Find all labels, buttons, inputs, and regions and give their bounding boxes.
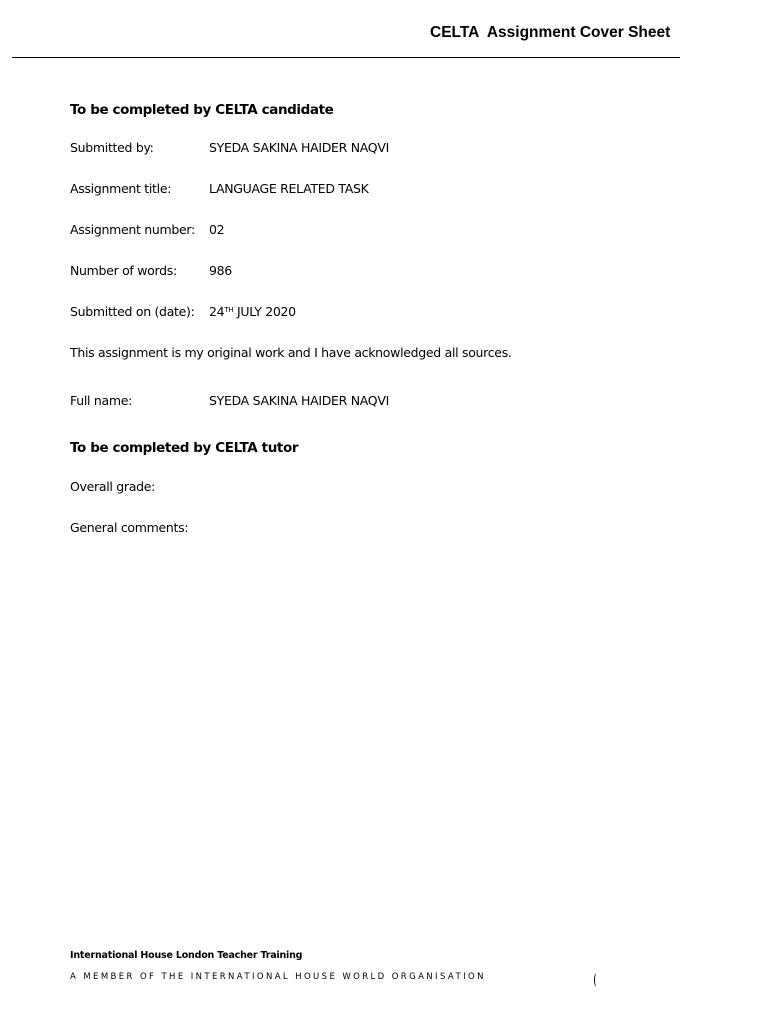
tutor-section-heading: To be completed by CELTA tutor — [70, 440, 299, 456]
footer-member-line: A MEMBER OF THE INTERNATIONAL HOUSE WORLD ORGANISATION — [70, 972, 486, 982]
submitted-on-month-year: JULY 2020 — [236, 304, 296, 319]
submitted-on-label: Submitted on (date): — [70, 304, 195, 319]
candidate-section-heading: To be completed by CELTA candidate — [70, 102, 334, 118]
submitted-on-ordinal: TH — [224, 306, 234, 314]
footer-organisation: International House London Teacher Training — [70, 950, 303, 961]
overall-grade-label: Overall grade: — [70, 479, 156, 494]
general-comments-label: General comments: — [70, 520, 189, 535]
document-title: CELTA Assignment Cover Sheet — [430, 24, 671, 41]
assignment-number-value: 02 — [209, 222, 225, 237]
number-of-words-value: 986 — [209, 263, 232, 278]
submitted-on-day: 24 — [209, 304, 225, 319]
full-name-label: Full name: — [70, 393, 133, 408]
full-name-value: SYEDA SAKINA HAIDER NAQVI — [209, 393, 389, 408]
assignment-title-label: Assignment title: — [70, 181, 172, 196]
assignment-number-label: Assignment number: — [70, 222, 195, 237]
number-of-words-label: Number of words: — [70, 263, 177, 278]
assignment-title-value: LANGUAGE RELATED TASK — [209, 181, 369, 196]
submitted-by-label: Submitted by: — [70, 140, 154, 155]
footer-logo-mark — [594, 973, 599, 987]
originality-declaration: This assignment is my original work and I have acknowledged all sources. — [70, 345, 512, 360]
submitted-by-value: SYEDA SAKINA HAIDER NAQVI — [209, 140, 389, 155]
header-divider — [12, 57, 680, 58]
submitted-on-value — [209, 304, 296, 319]
